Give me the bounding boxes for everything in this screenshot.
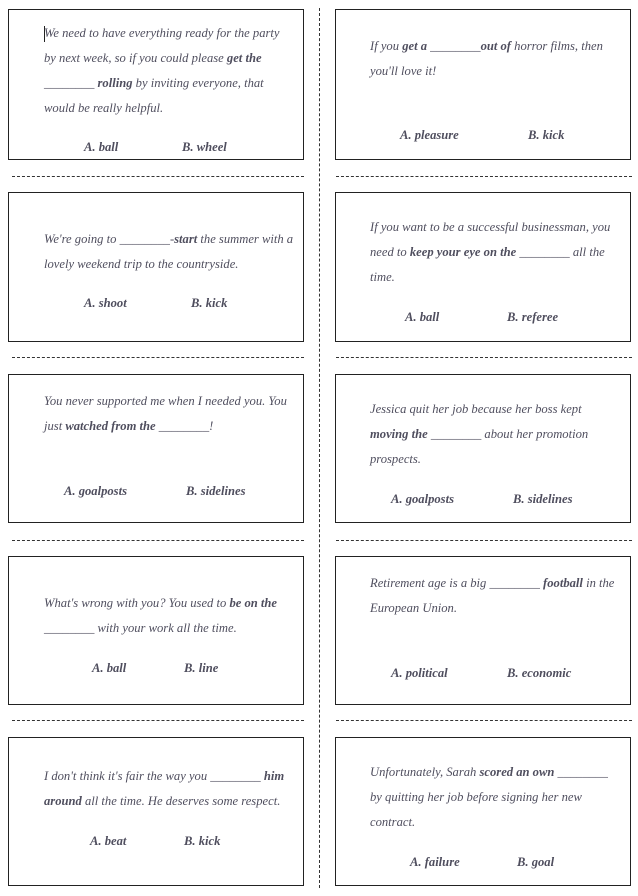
sentence-fragment: You never supported me when I needed you. You just [44,394,287,433]
option-a[interactable]: A. goalposts [64,484,127,498]
horizontal-cut-line [12,540,304,541]
sentence-fragment: ________ [44,76,98,90]
sentence-fragment: horror films, then you'll love it! [370,39,603,78]
idiom-phrase: start [174,232,198,246]
sentence-fragment: Unfortunately, Sarah [370,765,480,779]
option-a[interactable]: A. pleasure [400,128,459,142]
sentence-fragment: ________ with your work all the time. [44,621,237,635]
option-b[interactable]: B. sidelines [186,484,246,498]
option-b[interactable]: B. line [184,661,219,675]
option-b[interactable]: B. kick [191,296,228,310]
idiom-phrase: moving the [370,427,428,441]
idiom-phrase: keep your eye on the [409,245,517,259]
option-a[interactable]: A. shoot [84,296,127,310]
sentence-fragment: ________ about her promotion prospects. [370,427,589,466]
question-card-1 [8,9,304,160]
question-text [370,34,620,84]
horizontal-cut-line [12,176,304,177]
option-b[interactable]: B. kick [184,834,221,848]
question-card-4 [335,192,631,342]
option-a[interactable]: A. failure [410,855,460,869]
idiom-phrase: rolling [97,76,133,90]
idiom-phrase: watched from the [65,419,156,433]
sentence-fragment: ________ [427,39,481,53]
option-b[interactable]: B. referee [507,310,559,324]
sentence-fragment: What's wrong with you? You used to [44,596,230,610]
option-a[interactable]: A. ball [405,310,440,324]
question-card-8 [335,556,631,705]
question-text [44,389,289,439]
question-card-9 [8,737,304,886]
sentence-fragment: Jessica quit her job because her boss kept [370,402,582,416]
idiom-phrase: football [543,576,583,590]
option-b[interactable]: B. sidelines [513,492,573,506]
question-text [44,227,294,277]
horizontal-cut-line [12,357,304,358]
idiom-phrase: scored an own [479,765,555,779]
idiom-phrase: get a [402,39,428,53]
question-card-7 [8,556,304,705]
question-text [44,591,296,641]
option-a[interactable]: A. ball [84,140,119,154]
sentence-fragment: If you want to be a successful businessman, you need to [370,220,611,259]
question-card-6 [335,374,631,523]
sentence-fragment: in the European Union. [370,576,615,615]
idiom-phrase: be on the [229,596,278,610]
sentence-fragment: I don't think it's fair the way you ________ [44,769,264,783]
horizontal-cut-line [336,176,632,177]
option-b[interactable]: B. goal [517,855,555,869]
question-text [370,760,622,835]
question-text [370,215,626,290]
question-text [44,764,296,814]
horizontal-cut-line [12,720,304,721]
sentence-fragment: by inviting everyone, that would be really helpful. [44,76,264,115]
horizontal-cut-line [336,720,632,721]
option-b[interactable]: B. kick [528,128,565,142]
idiom-phrase: out of [480,39,512,53]
question-card-3 [8,192,304,342]
idiom-phrase: get the [226,51,262,65]
sentence-fragment: We need to have everything ready for the party by next week, so if you could please [44,26,280,65]
question-text [44,21,294,121]
sentence-fragment: We're going to ________- [44,232,175,246]
idiom-phrase: him around [44,769,285,808]
option-a[interactable]: A. beat [90,834,127,848]
option-a[interactable]: A. goalposts [391,492,454,506]
question-text [370,571,626,621]
sentence-fragment: the summer with a lovely weekend trip to the countryside. [44,232,294,271]
option-a[interactable]: A. political [391,666,448,680]
question-card-5 [8,374,304,523]
sentence-fragment: ________! [155,419,214,433]
horizontal-cut-line [336,540,632,541]
option-b[interactable]: B. wheel [182,140,227,154]
sentence-fragment: Retirement age is a big ________ [370,576,544,590]
sentence-fragment: ________ all the time. [370,245,605,284]
vertical-cut-line [319,8,320,888]
option-b[interactable]: B. economic [507,666,572,680]
horizontal-cut-line [336,357,632,358]
question-card-2 [335,9,631,160]
question-text [370,397,622,472]
question-card-10 [335,737,631,886]
sentence-fragment: all the time. He deserves some respect. [81,794,281,808]
option-a[interactable]: A. ball [92,661,127,675]
sentence-fragment: If you [370,39,403,53]
sentence-fragment: ________ by quitting her job before signing her new contract. [370,765,608,829]
